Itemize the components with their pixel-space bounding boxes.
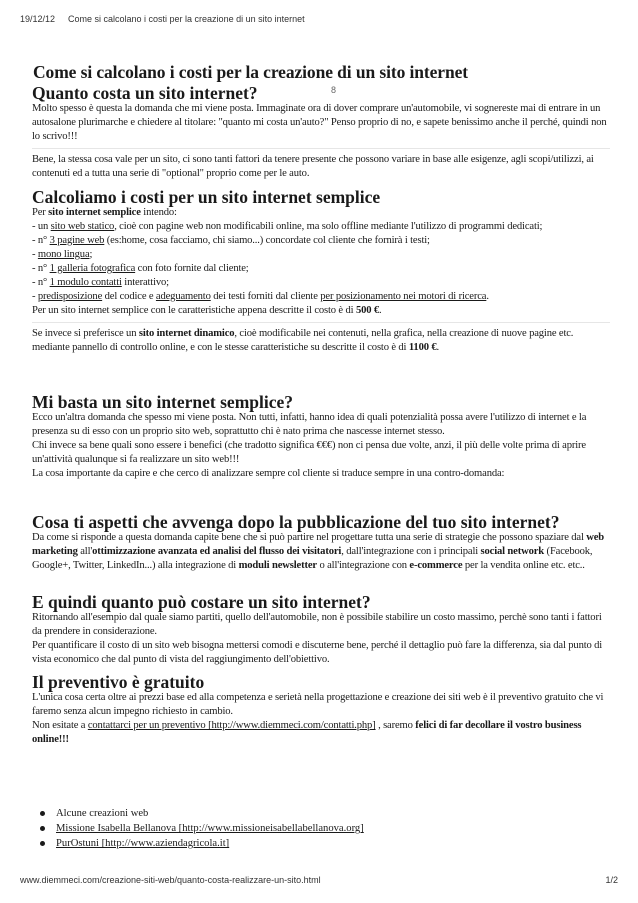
s4-paragraph (32, 531, 610, 573)
list-item (38, 836, 364, 851)
print-footer (20, 875, 618, 889)
comment-count: 8 (331, 85, 337, 95)
bold-text: web marketing (32, 532, 605, 557)
text: . (379, 305, 382, 316)
text: , saremo (375, 720, 416, 731)
s2-paragraph-dinamico (32, 327, 610, 355)
text: , dall'integrazione con i principali (341, 546, 481, 557)
section-quanto-costa (32, 84, 610, 181)
bold-text: social network (480, 546, 545, 557)
link-mono-lingua[interactable]: mono lingua (37, 249, 90, 260)
s6-paragraph-1: L'unica cosa certa oltre ai prezzi base ed alla competenza e serietà nella progettazione e creazione dei siti web è il preventivo gratuito che vi faremo senza alcun impegno richiesto in cambio. (32, 692, 604, 717)
list-item: Alcune creazioni web (38, 806, 364, 821)
section-cosa-ti-aspetti (32, 513, 610, 573)
text: Non esitate a (32, 720, 88, 731)
print-page-title: Come si calcolano i costi per la creazione di un sito internet (68, 14, 305, 24)
text: con foto fornite dal cliente; (135, 263, 249, 274)
s2-list (32, 206, 610, 318)
text: interattivo; (121, 277, 169, 288)
text: Da come si risponde a questa domanda capite bene che si può partire nel progettare tutta una serie di strategie che possono spaziare dal (32, 532, 587, 543)
section-sito-semplice (32, 188, 610, 355)
text: intendo: (140, 207, 177, 218)
bold-text: e-commerce (409, 560, 463, 571)
heading-sito-semplice: Calcoliamo i costi per un sito internet semplice (32, 187, 381, 207)
bold-text: sito internet dinamico (138, 328, 235, 339)
list-item (38, 821, 364, 836)
s5-paragraph-2: Per quantificare il costo di un sito web bisogna mettersi comodi e discuterne bene, perché il dettaglio può fare la differenza, sia dal punto di vista economico che dal punto di vista del raggiungimento dell'obiettivo. (32, 640, 603, 665)
text: Per (32, 207, 49, 218)
text: per la vendita online etc. etc.. (462, 560, 585, 571)
divider (32, 322, 610, 323)
text: - (32, 291, 38, 302)
print-date: 19/12/12 (20, 14, 56, 24)
related-links-list (38, 806, 364, 851)
text: - un (32, 221, 51, 232)
print-header (20, 14, 618, 28)
link-modulo-contatti[interactable]: 1 modulo contatti (49, 277, 122, 288)
bold-text: sito internet semplice (48, 207, 141, 218)
text: (es:home, cosa facciamo, chi siamo...) concordate col cliente che fornirà i testi; (104, 235, 430, 246)
link-galleria-fotografica[interactable]: 1 galleria fotografica (49, 263, 136, 274)
link-3-pagine-web[interactable]: 3 pagine web (49, 235, 105, 246)
link-missione-isabella[interactable]: Missione Isabella Bellanova [http://www.missioneisabellabellanova.org] (56, 823, 364, 834)
bold-text: felici di far decollare il vostro business online!!! (32, 720, 582, 745)
s1-paragraph-2: Bene, la stessa cosa vale per un sito, ci sono tanti fattori da tenere presente che possono variare in base alle esigenze, agli scopi/utilizzi, ai contenuti ed a tutta una serie di "optional" proprio come per le auto. (32, 154, 594, 179)
text: o all'integrazione con (316, 560, 410, 571)
bold-text: ottimizzazione avanzata ed analisi del flusso dei visitatori (92, 546, 342, 557)
text: Per un sito internet semplice con le caratteristiche appena descritte il costo è di (32, 305, 356, 316)
link-adeguamento[interactable]: adeguamento (155, 291, 211, 302)
s5-paragraph-1: Ritornando all'esempio dal quale siamo partiti, quello dell'automobile, non è possibile stabilire un costo massimo, perchè sono tanti i fattori da prendere in considerazione. (32, 612, 602, 637)
s3-paragraph-1: Ecco un'altra domanda che spesso mi viene posta. Non tutti, infatti, hanno idea di quali potenzialità possa avere l'utilizzo di internet e la presenza su di esso con un proprio sito web, soprattutto chi è nato prima che nascesse internet stesso. (32, 412, 587, 437)
heading-quanto-puo-costare: E quindi quanto può costare un sito internet? (32, 592, 371, 612)
text: - n° (32, 263, 50, 274)
heading-mi-basta: Mi basta un sito internet semplice? (32, 392, 294, 412)
page-url: www.diemmeci.com/creazione-siti-web/quanto-costa-realizzare-un-sito.html (20, 875, 321, 885)
text: , cioè modificabile nei contenuti, nella grafica, nella creazione di nuove pagine etc. mediante pannello di controllo online, e con le stesse caratteristiche su descritte il costo è di (32, 328, 574, 353)
section-mi-basta (32, 393, 610, 481)
heading-cosa-ti-aspetti: Cosa ti aspetti che avvenga dopo la pubblicazione del tuo sito internet? (32, 512, 560, 532)
text: - (32, 249, 38, 260)
text: - n° (32, 235, 50, 246)
text: (Facebook, Google+, Twitter, LinkedIn...) alla integrazione di (32, 546, 593, 571)
text: Se invece si preferisce un (32, 328, 139, 339)
text: dei testi forniti dal cliente (210, 291, 321, 302)
text: del codice e (102, 291, 156, 302)
divider (32, 148, 610, 149)
price-500: 500 € (355, 305, 380, 316)
section-preventivo-gratuito (32, 673, 610, 747)
article-title: Come si calcolano i costi per la creazione di un sito internet (33, 62, 468, 82)
s1-paragraph-1: Molto spesso è questa la domanda che mi viene posta. Immaginate ora di dover comprare un'automobile, vi sognereste mai di entrare in un autosalone plurimarche e chiedere al titolare: "quanto mi costa un'auto?" Penso proprio di no, e sapete benissimo anche il perché, quindi non lo scrivo!!! (32, 103, 607, 142)
price-1100: 1100 € (408, 342, 437, 353)
link-predisposizione[interactable]: predisposizione (37, 291, 103, 302)
s6-paragraph-2 (32, 719, 610, 747)
heading-quanto-costa: Quanto costa un sito internet? (32, 83, 258, 103)
s3-paragraph-2: Chi invece sa bene quali sono essere i benefici (che tradotto significa €€€) non ci pensa due volte, anzi, il più delle volte prima di aprire un'attività qualunque si fa realizzare un sito web!!! (32, 440, 586, 465)
link-sito-web-statico[interactable]: sito web statico (50, 221, 115, 232)
text: - n° (32, 277, 50, 288)
heading-preventivo-gratuito: Il preventivo è gratuito (32, 672, 205, 692)
page-number: 1/2 (605, 875, 618, 885)
link-purostuni[interactable]: PurOstuni [http://www.aziendagricola.it] (56, 838, 230, 849)
text: all' (77, 546, 93, 557)
section-quanto-puo-costare (32, 593, 610, 667)
s3-paragraph-3: La cosa importante da capire e che cerco di analizzare sempre col cliente si traduce sempre in una contro-domanda: (32, 468, 505, 479)
bold-text: moduli newsletter (238, 560, 317, 571)
text: , cioè con pagine web non modificabili online, ma solo offline mediante l'utilizzo di programmi dedicati; (114, 221, 543, 232)
link-contattarci[interactable]: contattarci per un preventivo [http://www.diemmeci.com/contatti.php] (87, 720, 376, 731)
text: ; (89, 249, 93, 260)
link-posizionamento[interactable]: per posizionamento nei motori di ricerca (320, 291, 487, 302)
text: . (486, 291, 489, 302)
text: . (436, 342, 440, 353)
